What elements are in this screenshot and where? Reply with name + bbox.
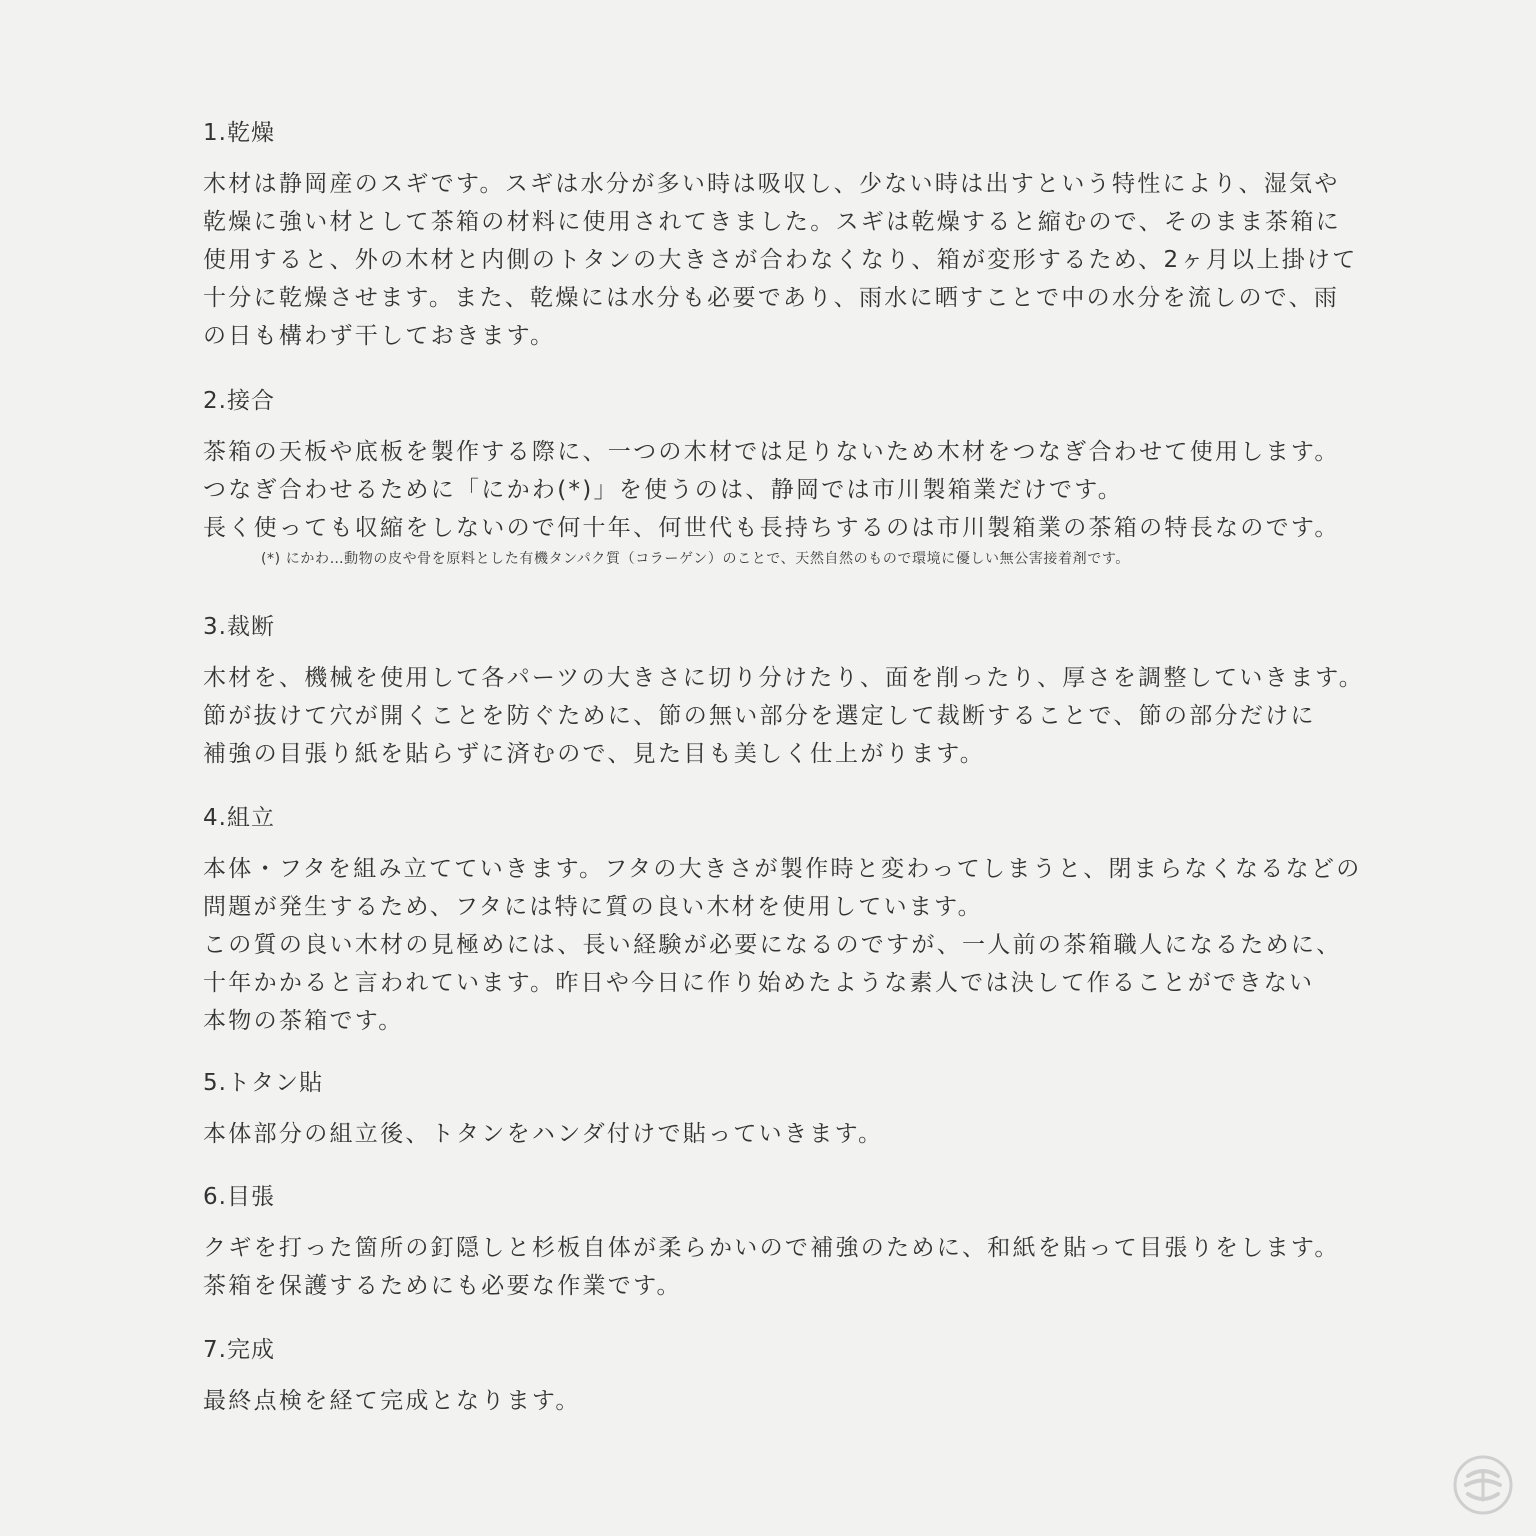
body-line: 茶箱の天板や底板を製作する際に、一つの木材では足りないため木材をつなぎ合わせて使用します。 bbox=[203, 439, 1340, 465]
body-line: 木材を、機械を使用して各パーツの大きさに切り分けたり、面を削ったり、厚さを調整していきます。 bbox=[203, 665, 1365, 691]
body-line: この質の良い木材の見極めには、長い経験が必要になるのですが、一人前の茶箱職人になるために、 bbox=[203, 932, 1342, 958]
body-line: 茶箱を保護するためにも必要な作業です。 bbox=[203, 1273, 682, 1299]
body-line: の日も構わず干しておきます。 bbox=[203, 323, 556, 349]
body-line: 最終点検を経て完成となります。 bbox=[203, 1388, 581, 1414]
section-4 bbox=[203, 803, 1362, 1040]
section-body bbox=[203, 850, 1362, 1040]
section-body bbox=[203, 659, 1365, 773]
body-line: 本体・フタを組み立てていきます。フタの大きさが製作時と変わってしまうと、閉まらなくなるなどの bbox=[203, 856, 1362, 882]
body-line: クギを打った箇所の釘隠しと杉板自体が柔らかいので補強のために、和紙を貼って目張りをします。 bbox=[203, 1235, 1340, 1261]
section-body bbox=[203, 165, 1358, 355]
section-body bbox=[203, 1382, 1328, 1420]
section-5 bbox=[203, 1068, 1328, 1153]
section-body bbox=[203, 1229, 1340, 1305]
section-7 bbox=[203, 1335, 1328, 1420]
circular-emblem-icon bbox=[1452, 1454, 1514, 1516]
body-line: 補強の目張り紙を貼らずに済むので、見た目も美しく仕上がります。 bbox=[203, 741, 985, 767]
body-line: 本物の茶箱です。 bbox=[203, 1008, 404, 1034]
section-2 bbox=[203, 386, 1340, 569]
section-3 bbox=[203, 612, 1365, 773]
body-line: 十年かかると言われています。昨日や今日に作り始めたような素人では決して作ることができない bbox=[203, 970, 1315, 996]
section-heading: 2.接合 bbox=[203, 388, 275, 414]
section-body bbox=[203, 1115, 1328, 1153]
section-heading: 3.裁断 bbox=[203, 614, 275, 640]
body-line: 木材は静岡産のスギです。スギは水分が多い時は吸収し、少ない時は出すという特性により、湿気や bbox=[203, 171, 1340, 197]
body-line: つなぎ合わせるために「にかわ(*)」を使うのは、静岡では市川製箱業だけです。 bbox=[203, 477, 1124, 503]
section-heading: 4.組立 bbox=[203, 805, 275, 831]
section-6 bbox=[203, 1182, 1340, 1305]
section-body bbox=[203, 433, 1340, 547]
body-line: 十分に乾燥させます。また、乾燥には水分も必要であり、雨水に晒すことで中の水分を流しので、雨 bbox=[203, 285, 1340, 311]
body-line: 本体部分の組立後、トタンをハンダ付けで貼っていきます。 bbox=[203, 1121, 884, 1147]
footnote: (*) にかわ…動物の皮や骨を原料とした有機タンパク質（コラーゲン）のことで、天然自然のもので環境に優しい無公害接着剤です。 bbox=[261, 551, 1130, 567]
section-heading: 7.完成 bbox=[203, 1337, 275, 1363]
body-line: 長く使っても収縮をしないので何十年、何世代も長持ちするのは市川製箱業の茶箱の特長なのです。 bbox=[203, 515, 1340, 541]
section-heading: 1.乾燥 bbox=[203, 120, 275, 146]
body-line: 使用すると、外の木材と内側のトタンの大きさが合わなくなり、箱が変形するため、2ヶ月以上掛けて bbox=[203, 247, 1358, 273]
body-line: 節が抜けて穴が開くことを防ぐために、節の無い部分を選定して裁断することで、節の部分だけに bbox=[203, 703, 1316, 729]
section-1 bbox=[203, 118, 1358, 355]
section-heading: 5.トタン貼 bbox=[203, 1070, 323, 1096]
body-line: 乾燥に強い材として茶箱の材料に使用されてきました。スギは乾燥すると縮むので、そのまま茶箱に bbox=[203, 209, 1342, 235]
body-line: 問題が発生するため、フタには特に質の良い木材を使用しています。 bbox=[203, 894, 983, 920]
section-heading: 6.目張 bbox=[203, 1184, 275, 1210]
